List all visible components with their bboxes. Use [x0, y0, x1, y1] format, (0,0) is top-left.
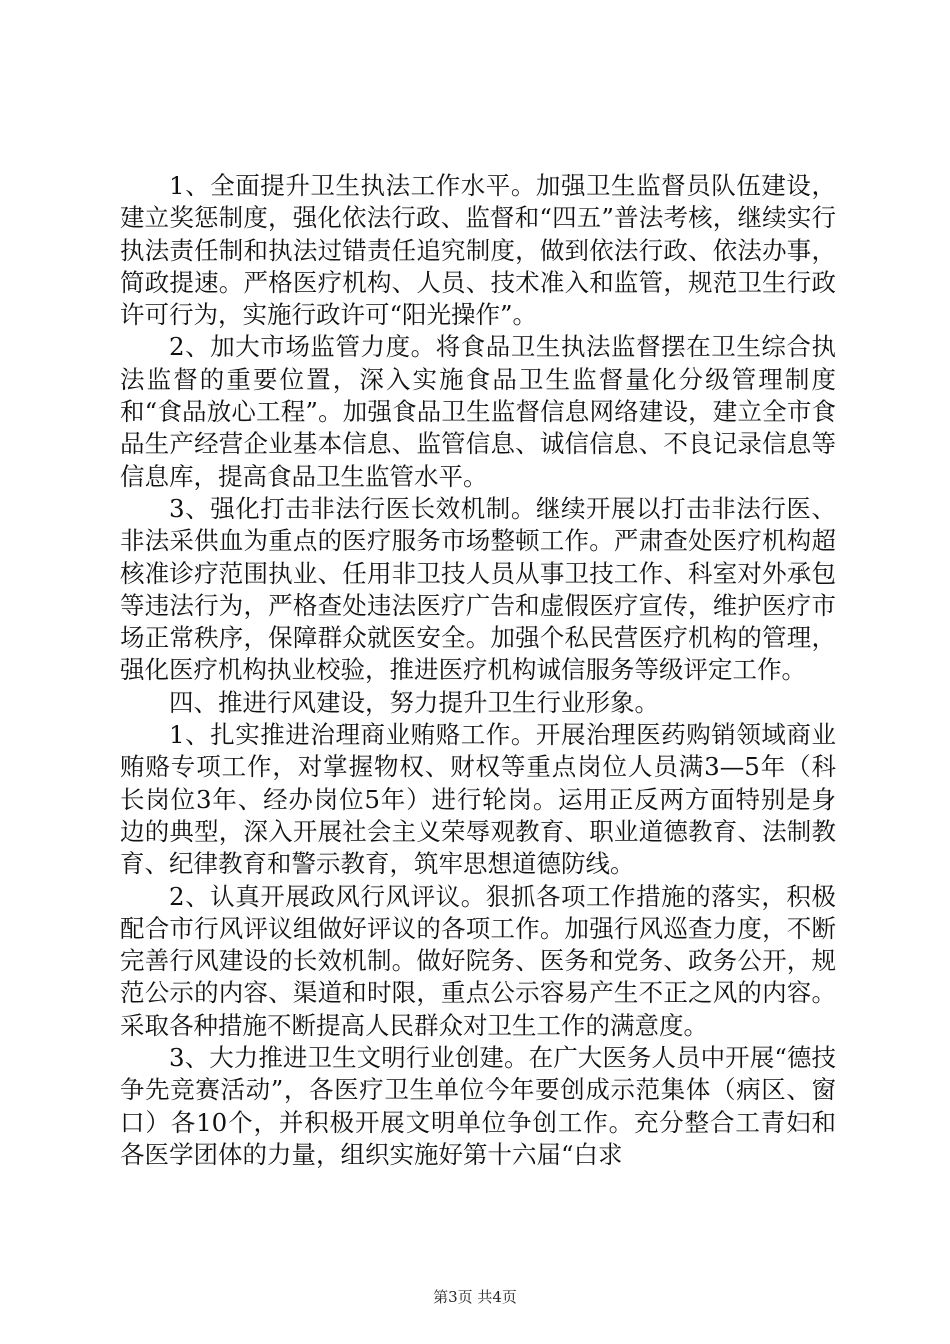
paragraph-style-review: 2、认真开展政风行风评议。狠抓各项工作措施的落实，积极配合市行风评议组做好评议的各项工作。加强行风巡查力度，不断完善行风建设的长效机制。做好院务、医务和党务、政务公开，规范公示的内容、渠道和时限，重点公示容易产生不正之风的内容。采取各种措施不断提高人民群众对卫生工作的满意度。 — [120, 881, 836, 1040]
document-body — [120, 170, 836, 1171]
paragraph-commercial-bribery: 1、扎实推进治理商业贿赂工作。开展治理医药购销领域商业贿赂专项工作，对掌握物权、财权等重点岗位人员满3—5年（科长岗位3年、经办岗位5年）进行轮岗。运用正反两方面特别是身边的典型，深入开展社会主义荣辱观教育、职业道德教育、法制教育、纪律教育和警示教育，筑牢思想道德防线。 — [120, 720, 836, 879]
paragraph-illegal-practice: 3、强化打击非法行医长效机制。继续开展以打击非法行医、非法采供血为重点的医疗服务市场整顿工作。严肃查处医疗机构超核准诊疗范围执业、任用非卫技人员从事卫技工作、科室对外承包等违法行为，严格查处违法医疗广告和虚假医疗宣传，维护医疗市场正常秩序，保障群众就医安全。加强个私民营医疗机构的管理，强化医疗机构执业校验，推进医疗机构诚信服务等级评定工作。 — [120, 493, 836, 685]
section-heading-four: 四、推进行风建设，努力提升卫生行业形象。 — [169, 687, 659, 717]
page-footer: 第3页 共4页 — [433, 1288, 517, 1306]
paragraph-civilized-industry: 3、大力推进卫生文明行业创建。在广大医务人员中开展“德技争先竞赛活动”，各医疗卫生单位今年要创成示范集体（病区、窗口）各10个，并积极开展文明单位争创工作。充分整合工青妇和各医学团体的力量，组织实施好第十六届“白求 — [120, 1043, 836, 1169]
paragraph-enforcement: 1、全面提升卫生执法工作水平。加强卫生监督员队伍建设，建立奖惩制度，强化依法行政、监督和“四五”普法考核，继续实行执法责任制和执法过错责任追究制度，做到依法行政、依法办事，简政提速。严格医疗机构、人员、技术准入和监管，规范卫生行政许可行为，实施行政许可“阳光操作”。 — [120, 171, 836, 330]
paragraph-market-supervision: 2、加大市场监管力度。将食品卫生执法监督摆在卫生综合执法监督的重要位置，深入实施食品卫生监督量化分级管理制度和“食品放心工程”。加强食品卫生监督信息网络建设，建立全市食品生产经营企业基本信息、监管信息、诚信信息、不良记录信息等信息库，提高食品卫生监管水平。 — [120, 332, 836, 491]
